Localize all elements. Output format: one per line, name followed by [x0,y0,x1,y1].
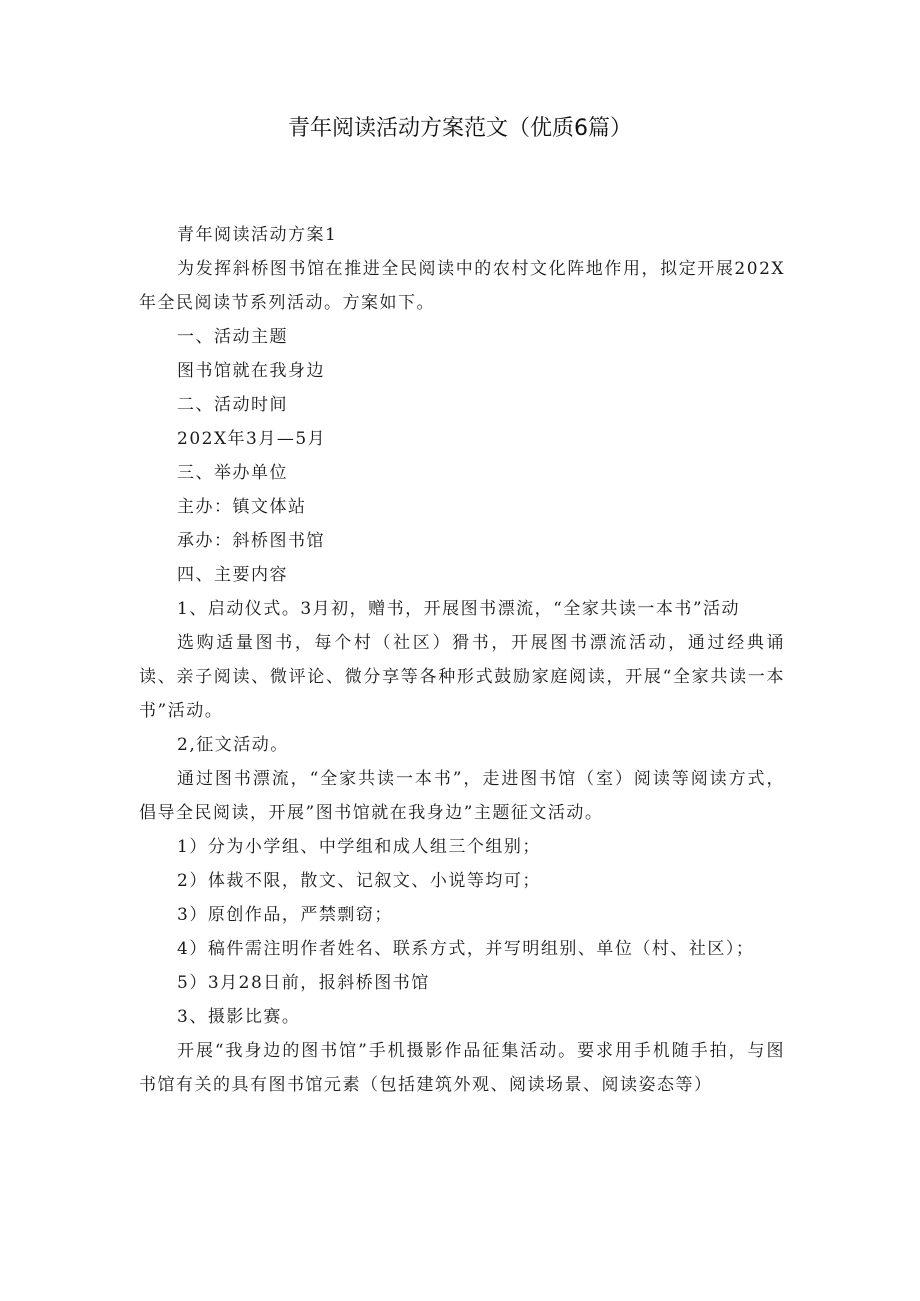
list-item: 4）稿件需注明作者姓名、联系方式，并写明组别、单位（村、社区）； [177,939,755,959]
paragraph: 1、启动仪式。3月初，赠书，开展图书漂流，“全家共读一本书”活动 [177,599,741,619]
list-item: 1）分为小学组、中学组和成人组三个组别； [177,837,541,857]
paragraph: 图书馆就在我身边 [177,361,325,381]
heading-time: 二、活动时间 [177,395,288,415]
paragraph: 主办：镇文体站 [177,497,307,517]
paragraph: 通过图书漂流，“全家共读一本书”，走进图书馆（室）阅读等阅读方式，倡导全民阅读，开展”图书馆就在我身边”主题征文活动。 [139,769,785,823]
heading-organizer: 三、举办单位 [177,463,288,483]
list-item: 5）3月28日前，报斜桥图书馆 [177,973,430,993]
list-item: 2）体裁不限，散文、记叙文、小说等均可； [177,871,541,891]
paragraph: 2,征文活动。 [177,735,289,755]
paragraph: 开展“我身边的图书馆”手机摄影作品征集活动。要求用手机随手拍，与图书馆有关的具有图书馆元素（包括建筑外观、阅读场景、阅读姿态等） [139,1041,785,1095]
paragraph: 3、摄影比赛。 [177,1007,301,1027]
section-heading: 青年阅读活动方案1 [177,225,338,245]
paragraph: 承办：斜桥图书馆 [177,531,325,551]
document-body [139,218,785,1102]
heading-theme: 一、活动主题 [177,327,288,347]
paragraph: 选购适量图书，每个村（社区）猾书，开展图书漂流活动，通过经典诵读、亲子阅读、微评论、微分享等各种形式鼓励家庭阅读，开展“全家共读一本书”活动。 [139,633,785,721]
paragraph: 202X年3月—5月 [177,429,327,449]
document-title: 青年阅读活动方案范文（优质6篇） [288,116,632,141]
heading-content: 四、主要内容 [177,565,288,585]
list-item: 3）原创作品，严禁剽窃； [177,905,393,925]
paragraph: 为发挥斜桥图书馆在推进全民阅读中的农村文化阵地作用，拟定开展202X年全民阅读节系列活动。方案如下。 [139,259,785,313]
